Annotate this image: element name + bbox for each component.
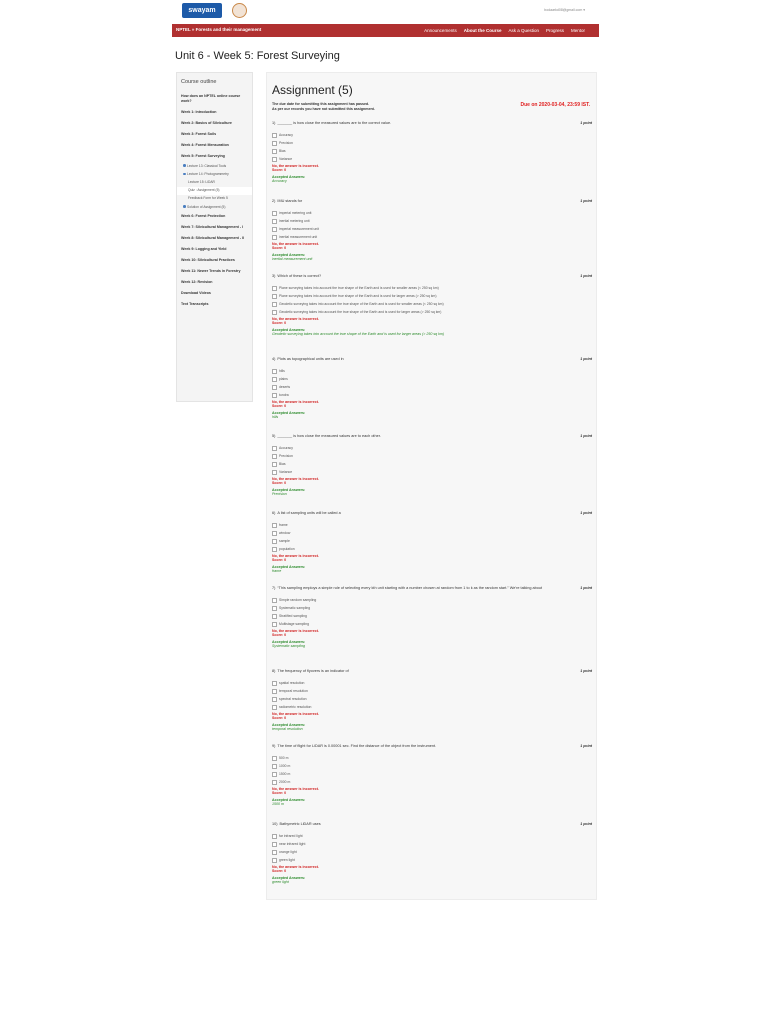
accepted-answers-label: Accepted Answers:: [272, 565, 306, 569]
checkbox-icon[interactable]: [272, 157, 277, 162]
option[interactable]: [272, 139, 592, 147]
checkbox-icon[interactable]: [272, 446, 277, 451]
option[interactable]: [272, 604, 592, 612]
option-label: 1500 m: [279, 772, 291, 776]
emblem-icon: [232, 3, 247, 18]
question-body: A list of sampling units will be called a: [277, 511, 341, 515]
score-text: Score: 0: [272, 869, 287, 873]
sidebar-item-label: Week 11: Newer Trends in Forestry: [181, 269, 241, 274]
question-points: 1 point: [580, 199, 592, 203]
bullet-icon: [183, 164, 186, 167]
accepted-answer: 1500 m: [272, 802, 284, 806]
result-incorrect: No, the answer is incorrect.: [272, 242, 319, 246]
option-label: imperial metering unit: [279, 211, 312, 215]
option[interactable]: [272, 687, 592, 695]
option[interactable]: [272, 292, 592, 300]
nav-progress[interactable]: Progress: [545, 27, 564, 33]
accepted-answer: Systematic sampling: [272, 644, 305, 648]
question-block: [272, 199, 592, 261]
accepted-answers-label: Accepted Answers:: [272, 876, 306, 880]
question-block: [272, 511, 592, 573]
accepted-answer: inertial measurement unit: [272, 257, 313, 261]
accepted-answers-label: Accepted Answers:: [272, 411, 306, 415]
sidebar-item[interactable]: [177, 299, 252, 310]
option-label: tundra: [279, 393, 289, 397]
sidebar-item[interactable]: [177, 195, 252, 203]
option-label: Bias: [279, 462, 286, 466]
score-text: Score: 0: [272, 558, 287, 562]
sidebar-item-label: How does an NPTEL online course work?: [181, 94, 241, 103]
sidebar-item[interactable]: [177, 140, 252, 151]
question-number: 7): [272, 586, 276, 590]
option-label: green light: [279, 858, 295, 862]
sidebar-item[interactable]: [177, 91, 252, 107]
option[interactable]: [272, 217, 592, 225]
checkbox-icon[interactable]: [272, 780, 277, 785]
nav-links: [424, 28, 585, 33]
question-block: [272, 586, 592, 648]
course-navbar: [172, 24, 599, 37]
question-body: “This sampling employs a simple rule of selecting every kth unit starting with a number chosen at random from 1 to k as the random start.” We're talking about: [277, 586, 543, 590]
swayam-logo[interactable]: swayam: [182, 3, 222, 18]
checkbox-icon[interactable]: [272, 705, 277, 710]
checkbox-icon[interactable]: [272, 385, 277, 390]
option-label: Precision: [279, 454, 293, 458]
option-label: population: [279, 547, 295, 551]
option[interactable]: [272, 375, 592, 383]
sidebar-item[interactable]: [177, 222, 252, 233]
checkbox-icon[interactable]: [272, 697, 277, 702]
sidebar-item-label: Text Transcripts: [181, 302, 209, 307]
accepted-answer: temporal resolution: [272, 727, 303, 731]
question-points: 1 point: [580, 511, 592, 515]
sidebar-item[interactable]: [177, 203, 252, 211]
checkbox-icon[interactable]: [272, 286, 277, 291]
option[interactable]: [272, 209, 592, 217]
option-label: spectral resolution: [279, 697, 307, 701]
question-body: _______ is how close the measured values are to each other.: [277, 434, 381, 438]
option[interactable]: [272, 308, 592, 316]
sidebar-item[interactable]: [177, 187, 252, 195]
option-label: Systematic sampling: [279, 606, 311, 610]
sidebar-item-label: Solution of Assignment (5): [187, 204, 226, 209]
option-label: Bias: [279, 149, 286, 153]
bullet-icon: [183, 173, 186, 176]
sidebar-item[interactable]: [177, 178, 252, 186]
checkbox-icon[interactable]: [272, 764, 277, 769]
option[interactable]: [272, 460, 592, 468]
sidebar-item[interactable]: [177, 151, 252, 162]
checkbox-icon[interactable]: [272, 393, 277, 398]
option[interactable]: [272, 545, 592, 553]
checkbox-icon[interactable]: [272, 149, 277, 154]
nav-ask-question[interactable]: Ask a Question: [508, 27, 539, 33]
options-list: [272, 832, 592, 864]
question-text: [272, 822, 592, 827]
sidebar-item-label: Week 8: Silvicultural Management - II: [181, 236, 245, 241]
option-label: far infrared light: [279, 834, 303, 838]
accepted-answer: Geodetic surveying takes into account the true shape of the Earth and is used for larger areas (> 250 sq km): [272, 332, 445, 336]
option-label: Stratified sampling: [279, 614, 307, 618]
checkbox-icon[interactable]: [272, 689, 277, 694]
option[interactable]: [272, 367, 592, 375]
accepted-answers-label: Accepted Answers:: [272, 488, 306, 492]
option[interactable]: [272, 770, 592, 778]
sidebar-item-label: Feedback Form for Week 5: [188, 196, 228, 201]
accepted-answers-label: Accepted Answers:: [272, 798, 306, 802]
question-block: [272, 744, 592, 806]
due-notice: [272, 102, 375, 112]
option[interactable]: [272, 596, 592, 604]
result-incorrect: No, the answer is incorrect.: [272, 317, 319, 321]
option[interactable]: [272, 468, 592, 476]
sidebar-item-label: Week 6: Forest Protection: [181, 214, 226, 219]
options-list: [272, 367, 592, 399]
option[interactable]: [272, 762, 592, 770]
score-text: Score: 0: [272, 716, 287, 720]
checkbox-icon[interactable]: [272, 133, 277, 138]
option[interactable]: [272, 444, 592, 452]
question-body: Plots as topographical units are used in: [277, 357, 344, 361]
sidebar-item-label: Week 1: Introduction: [181, 110, 217, 114]
options-list: [272, 131, 592, 163]
option[interactable]: [272, 848, 592, 856]
sidebar-item-label: Week 4: Forest Mensuration: [181, 143, 229, 147]
score-text: Score: 0: [272, 791, 287, 795]
option[interactable]: [272, 612, 592, 620]
question-text: [272, 274, 592, 279]
option[interactable]: [272, 856, 592, 864]
accepted-answers-label: Accepted Answers:: [272, 175, 306, 179]
option[interactable]: [272, 521, 592, 529]
sidebar-item-label: Lecture 13: Classical Tools: [187, 163, 227, 168]
option-label: Variance: [279, 157, 293, 161]
score-text: Score: 0: [272, 321, 287, 325]
question-points: 1 point: [580, 121, 592, 125]
checkbox-icon[interactable]: [272, 377, 277, 382]
score-text: Score: 0: [272, 633, 287, 637]
option-label: spatial resolution: [279, 681, 305, 685]
question-number: 5): [272, 434, 276, 438]
option[interactable]: [272, 225, 592, 233]
sidebar-item[interactable]: [177, 211, 252, 222]
question-body: The time of flight for LiDAR is 0.00001 sec. Find the distance of the object from the instrument.: [277, 744, 437, 748]
option[interactable]: [272, 452, 592, 460]
assignment-title: Assignment (5): [272, 83, 353, 97]
option-label: Variance: [279, 470, 293, 474]
question-text: [272, 744, 592, 749]
checkbox-icon[interactable]: [272, 858, 277, 863]
sidebar-item[interactable]: [177, 244, 252, 255]
checkbox-icon[interactable]: [272, 531, 277, 536]
sidebar-item[interactable]: [177, 107, 252, 118]
option[interactable]: [272, 840, 592, 848]
question-number: 8): [272, 669, 276, 673]
question-text: [272, 121, 592, 126]
option[interactable]: [272, 754, 592, 762]
question-number: 9): [272, 744, 276, 748]
option[interactable]: [272, 537, 592, 545]
option[interactable]: [272, 832, 592, 840]
sidebar-item[interactable]: [177, 118, 252, 129]
result-incorrect: No, the answer is incorrect.: [272, 629, 319, 633]
options-list: [272, 679, 592, 711]
score-text: Score: 0: [272, 404, 287, 408]
result-incorrect: No, the answer is incorrect.: [272, 554, 319, 558]
breadcrumb[interactable]: NPTEL » Forests and their management: [176, 27, 262, 32]
option[interactable]: [272, 679, 592, 687]
sidebar-item-label: Week 12: Revision: [181, 280, 213, 285]
accepted-answers-label: Accepted Answers:: [272, 723, 306, 727]
checkbox-icon[interactable]: [272, 523, 277, 528]
accepted-answer: Accuracy: [272, 179, 287, 183]
score-text: Score: 0: [272, 168, 287, 172]
sidebar-item-label: Week 9: Logging and Yield: [181, 247, 227, 252]
question-points: 1 point: [580, 744, 592, 748]
question-text: [272, 357, 592, 362]
result-incorrect: No, the answer is incorrect.: [272, 865, 319, 869]
question-block: [272, 274, 592, 336]
sidebar-item[interactable]: [177, 170, 252, 178]
option-label: plains: [279, 377, 288, 381]
question-block: [272, 669, 592, 731]
question-body: IMU stands for: [277, 199, 303, 203]
option-label: Geodetic surveying takes into account the true shape of the Earth and is used for smaller areas (< 250 sq km): [279, 302, 444, 306]
checkbox-icon[interactable]: [272, 606, 277, 611]
option-label: 2000 m: [279, 780, 291, 784]
question-number: 6): [272, 511, 276, 515]
option[interactable]: [272, 695, 592, 703]
result-incorrect: No, the answer is incorrect.: [272, 400, 319, 404]
sidebar-item-label: Week 5: Forest Surveying: [181, 154, 225, 158]
sidebar-item[interactable]: [177, 129, 252, 140]
checkbox-icon[interactable]: [272, 141, 277, 146]
checkbox-icon[interactable]: [272, 842, 277, 847]
sidebar-item-label: Lecture 14: Photogrammetry: [187, 171, 229, 176]
checkbox-icon[interactable]: [272, 369, 277, 374]
accepted-answers-label: Accepted Answers:: [272, 328, 306, 332]
option-label: Accuracy: [279, 133, 293, 137]
page-title: Unit 6 - Week 5: Forest Surveying: [175, 50, 340, 62]
nav-announcements[interactable]: Announcements: [424, 27, 457, 33]
result-incorrect: No, the answer is incorrect.: [272, 712, 319, 716]
option-label: 500 m: [279, 756, 289, 760]
option-label: Plane surveying takes into account the true shape of the Earth and is used for larger areas (> 250 sq km): [279, 294, 437, 298]
question-points: 1 point: [580, 274, 592, 278]
assignment-panel: [266, 72, 597, 900]
option-label: near infrared light: [279, 842, 306, 846]
checkbox-icon[interactable]: [272, 756, 277, 761]
option-label: 1000 m: [279, 764, 291, 768]
checkbox-icon[interactable]: [272, 539, 277, 544]
sidebar-item-label: Download Videos: [181, 291, 211, 296]
checkbox-icon[interactable]: [272, 834, 277, 839]
sidebar-item-label: Week 7: Silvicultural Management - I: [181, 225, 244, 230]
option-label: window: [279, 531, 291, 535]
question-block: [272, 434, 592, 496]
question-number: 3): [272, 274, 276, 278]
option-label: Precision: [279, 141, 293, 145]
bullet-icon: [183, 205, 186, 208]
options-list: [272, 596, 592, 628]
sidebar-item-label: Week 10: Silvicultural Practices: [181, 258, 235, 263]
option-label: sample: [279, 539, 290, 543]
question-points: 1 point: [580, 586, 592, 590]
option-label: temporal resolution: [279, 689, 308, 693]
sidebar-item-label: Week 3: Forest Soils: [181, 132, 217, 136]
question-number: 10): [272, 822, 278, 826]
option-label: Plane surveying takes into account the true shape of the Earth and is used for smaller areas (< 250 sq km): [279, 286, 439, 290]
question-block: [272, 121, 592, 183]
option[interactable]: [272, 233, 592, 241]
checkbox-icon[interactable]: [272, 462, 277, 467]
course-outline-sidebar: [176, 72, 253, 402]
accepted-answers-label: Accepted Answers:: [272, 253, 306, 257]
question-body: Bathymetric LiDAR uses: [279, 822, 321, 826]
question-number: 1): [272, 121, 276, 125]
accepted-answers-label: Accepted Answers:: [272, 640, 306, 644]
sidebar-item-label: Week 2: Basics of Silviculture: [181, 121, 232, 125]
option[interactable]: [272, 284, 592, 292]
checkbox-icon[interactable]: [272, 850, 277, 855]
sidebar-item-label: Quiz : Assignment (5): [188, 188, 220, 193]
sidebar-item[interactable]: [177, 277, 252, 288]
result-incorrect: No, the answer is incorrect.: [272, 787, 319, 791]
checkbox-icon[interactable]: [272, 598, 277, 603]
option-label: inertial measurement unit: [279, 235, 318, 239]
options-list: [272, 444, 592, 476]
question-text: [272, 511, 592, 516]
option-label: radiometric resolution: [279, 705, 312, 709]
option-label: orange light: [279, 850, 297, 854]
accepted-answer: green light: [272, 880, 289, 884]
checkbox-icon[interactable]: [272, 681, 277, 686]
options-list: [272, 284, 592, 316]
score-text: Score: 0: [272, 481, 287, 485]
question-number: 2): [272, 199, 276, 203]
sidebar-item[interactable]: [177, 233, 252, 244]
question-points: 1 point: [580, 822, 592, 826]
checkbox-icon[interactable]: [272, 547, 277, 552]
option[interactable]: [272, 703, 592, 711]
option[interactable]: [272, 147, 592, 155]
option[interactable]: [272, 155, 592, 163]
sidebar-item[interactable]: [177, 255, 252, 266]
option[interactable]: [272, 778, 592, 786]
checkbox-icon[interactable]: [272, 614, 277, 619]
options-list: [272, 754, 592, 786]
due-notice-line-1: The due date for submitting this assignment has passed.: [272, 102, 370, 106]
question-body: The frequency of flyovers is an indicator of: [277, 669, 349, 673]
sidebar-list: [177, 91, 252, 310]
option-label: inertial metering unit: [279, 219, 310, 223]
question-block: [272, 822, 592, 884]
checkbox-icon[interactable]: [272, 235, 277, 240]
result-incorrect: No, the answer is incorrect.: [272, 164, 319, 168]
question-body: Which of these is correct?: [277, 274, 322, 278]
sidebar-title: Course outline: [181, 79, 217, 85]
option-label: Geodetic surveying takes into account the true shape of the Earth and is used for larger areas (> 250 sq km): [279, 310, 442, 314]
checkbox-icon[interactable]: [272, 772, 277, 777]
question-text: [272, 669, 592, 674]
option-label: Multistage sampling: [279, 622, 309, 626]
sidebar-item[interactable]: [177, 288, 252, 299]
checkbox-icon[interactable]: [272, 211, 277, 216]
option[interactable]: [272, 529, 592, 537]
question-points: 1 point: [580, 357, 592, 361]
option-label: hills: [279, 369, 285, 373]
option-label: frame: [279, 523, 288, 527]
accepted-answer: frame: [272, 569, 282, 573]
question-text: [272, 586, 592, 591]
accepted-answer: hills: [272, 415, 279, 419]
sidebar-item[interactable]: [177, 266, 252, 277]
option[interactable]: [272, 383, 592, 391]
option[interactable]: [272, 300, 592, 308]
top-header: [172, 0, 599, 22]
option-label: Simple random sampling: [279, 598, 317, 602]
question-block: [272, 357, 592, 419]
checkbox-icon[interactable]: [272, 294, 277, 299]
sidebar-item[interactable]: [177, 162, 252, 170]
option-label: deserts: [279, 385, 291, 389]
checkbox-icon[interactable]: [272, 622, 277, 627]
result-incorrect: No, the answer is incorrect.: [272, 477, 319, 481]
question-points: 1 point: [580, 669, 592, 673]
checkbox-icon[interactable]: [272, 470, 277, 475]
checkbox-icon[interactable]: [272, 227, 277, 232]
question-points: 1 point: [580, 434, 592, 438]
checkbox-icon[interactable]: [272, 219, 277, 224]
option[interactable]: [272, 131, 592, 139]
checkbox-icon[interactable]: [272, 302, 277, 307]
score-text: Score: 0: [272, 246, 287, 250]
option-label: Accuracy: [279, 446, 293, 450]
nav-mentor[interactable]: Mentor: [570, 27, 585, 33]
question-text: [272, 199, 592, 204]
options-list: [272, 521, 592, 553]
option[interactable]: [272, 391, 592, 399]
checkbox-icon[interactable]: [272, 310, 277, 315]
accepted-answer: Precision: [272, 492, 287, 496]
due-notice-line-2: As per our records you have not submitted this assignment.: [272, 107, 375, 111]
question-body: _______ is how close the measured values are to the correct value.: [277, 121, 392, 125]
checkbox-icon[interactable]: [272, 454, 277, 459]
sidebar-item-label: Lecture 15: LiDAR: [188, 179, 215, 184]
question-number: 4): [272, 357, 276, 361]
user-menu[interactable]: bodaarkd08@gmail.com ▾: [544, 8, 585, 12]
option-label: imperial measurement unit: [279, 227, 319, 231]
option[interactable]: [272, 620, 592, 628]
options-list: [272, 209, 592, 241]
due-date: Due on 2020-03-04, 23:59 IST.: [520, 102, 590, 108]
nav-about-course[interactable]: About the Course: [463, 27, 502, 33]
question-text: [272, 434, 592, 439]
